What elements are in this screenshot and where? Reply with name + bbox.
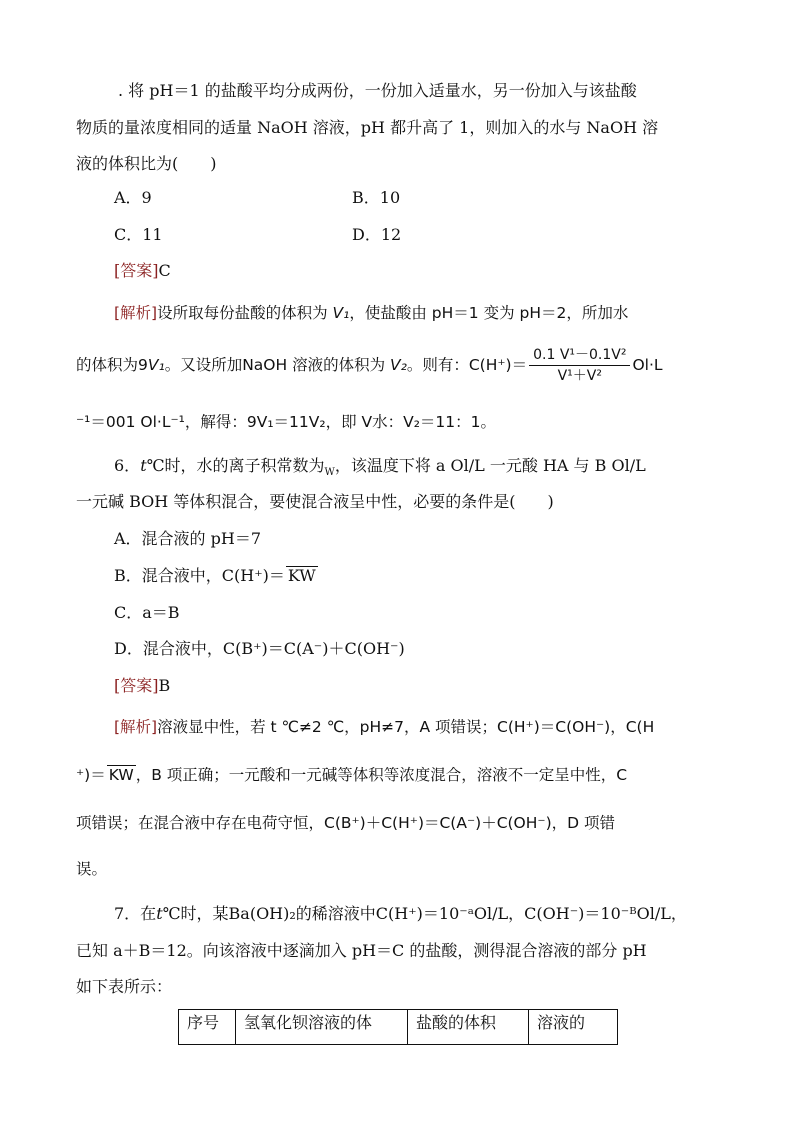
analysis-text: ，使盐酸由 pH＝1 变为 pH＝2，所加水 <box>349 304 629 322</box>
table-header-cell: 氢氧化钡溶液的体 <box>236 1010 408 1045</box>
answer-tag: [答案] <box>114 261 159 280</box>
sqrt-kw: KW <box>287 566 316 585</box>
answer-value: B <box>158 676 171 695</box>
q5-option-c: C．11 <box>114 225 163 244</box>
analysis-text: 。又设所加NaOH 溶液的体积为 <box>164 356 391 374</box>
q6-option-d: D．混合液中，C(B⁺)＝C(A⁻)＋C(OH⁻) <box>114 639 405 658</box>
q5-option-b: B．10 <box>352 188 401 207</box>
q6-analysis-line-2 <box>76 764 627 786</box>
fraction <box>529 346 630 385</box>
q7-line-3: 如下表所示： <box>76 977 173 996</box>
q5-line-3: 液的体积比为( ) <box>76 154 217 173</box>
symbol-t: t <box>140 456 147 475</box>
table-header-cell: 序号 <box>179 1010 236 1045</box>
question-text: ℃时，某Ba(OH)₂的稀溶液中C(H⁺)＝10⁻ᵃOl/L，C(OH⁻)＝10⁻ᴮOl/L， <box>162 904 687 923</box>
q6-analysis-line-4: 误。 <box>76 860 108 878</box>
sqrt-kw: KW <box>108 766 134 784</box>
q5-line-1: . 将 pH＝1 的盐酸平均分成两份，一份加入适量水，另一份加入与该盐酸 <box>118 81 637 100</box>
q6-line-2: 一元碱 BOH 等体积混合，要使混合液呈中性，必要的条件是( ) <box>76 492 554 511</box>
q6-answer <box>114 675 170 697</box>
question-text: 7．在 <box>114 904 157 923</box>
option-text: B．混合液中，C(H⁺)＝ <box>114 566 285 585</box>
q5-option-d: D．12 <box>352 225 402 244</box>
analysis-text: 设所取每份盐酸的体积为 <box>157 304 333 322</box>
analysis-text: 的体积为9 <box>76 356 148 374</box>
fraction-denominator: V¹＋V² <box>557 368 602 384</box>
q7-line-2: 已知 a＋B＝12。向该溶液中逐滴加入 pH＝C 的盐酸，测得混合溶液的部分 pH <box>76 941 647 960</box>
analysis-text: ⁺)＝ <box>76 766 106 784</box>
q5-line-2: 物质的量浓度相同的适量 NaOH 溶液，pH 都升高了 1，则加入的水与 NaOH 溶 <box>76 118 659 137</box>
q5-analysis-line-1 <box>114 302 628 324</box>
table-header-cell: 溶液的 <box>529 1010 618 1045</box>
analysis-text: ，B 项正确；一元酸和一元碱等体积等浓度混合，溶液不一定呈中性，C <box>135 766 628 784</box>
q5-option-a: A．9 <box>114 188 152 207</box>
analysis-tag: [解析] <box>114 304 158 322</box>
analysis-text: 溶液显中性，若 t ℃≠2 ℃，pH≠7，A 项错误；C(H⁺)＝C(OH⁻)，C(H <box>157 718 655 736</box>
question-number: 6． <box>114 456 141 475</box>
q6-option-a: A．混合液的 pH＝7 <box>114 529 262 548</box>
q5-analysis-line-3: ⁻¹＝001 Ol·L⁻¹，解得：9V₁＝11V₂，即 V水：V₂＝11：1。 <box>76 413 497 431</box>
q6-option-b <box>114 565 318 587</box>
answer-tag: [答案] <box>114 676 159 695</box>
table-header-row <box>179 1010 618 1045</box>
symbol-v2: V₂ <box>390 356 407 374</box>
q6-analysis-line-3: 项错误；在混合液中存在电荷守恒，C(B⁺)＋C(H⁺)＝C(A⁻)＋C(OH⁻)，D 项错 <box>76 814 616 832</box>
analysis-text: 。则有：C(H⁺)＝ <box>406 356 528 374</box>
question-text: ℃时，水的离子积常数为 <box>146 456 325 475</box>
q6-line-1 <box>114 455 646 477</box>
symbol-v1: V₁ <box>332 304 350 322</box>
analysis-tag: [解析] <box>114 718 158 736</box>
table-header-cell: 盐酸的体积 <box>408 1010 529 1045</box>
q6-option-c: C．a＝B <box>114 603 180 622</box>
q7-line-1 <box>114 903 687 925</box>
fraction-numerator: 0.1 V¹－0.1V² <box>529 346 630 366</box>
q5-answer <box>114 260 171 282</box>
symbol-v1: V₁ <box>147 356 165 374</box>
q6-analysis-line-1 <box>114 716 654 738</box>
answer-value: C <box>158 261 171 280</box>
question-text: ，该温度下将 a Ol/L 一元酸 HA 与 B Ol/L <box>334 456 646 475</box>
symbol-t: t <box>156 904 163 923</box>
q5-analysis-line-2 <box>76 343 663 387</box>
q7-table <box>178 1009 618 1045</box>
analysis-text: Ol·L <box>632 356 663 374</box>
symbol-w: W <box>324 467 335 479</box>
